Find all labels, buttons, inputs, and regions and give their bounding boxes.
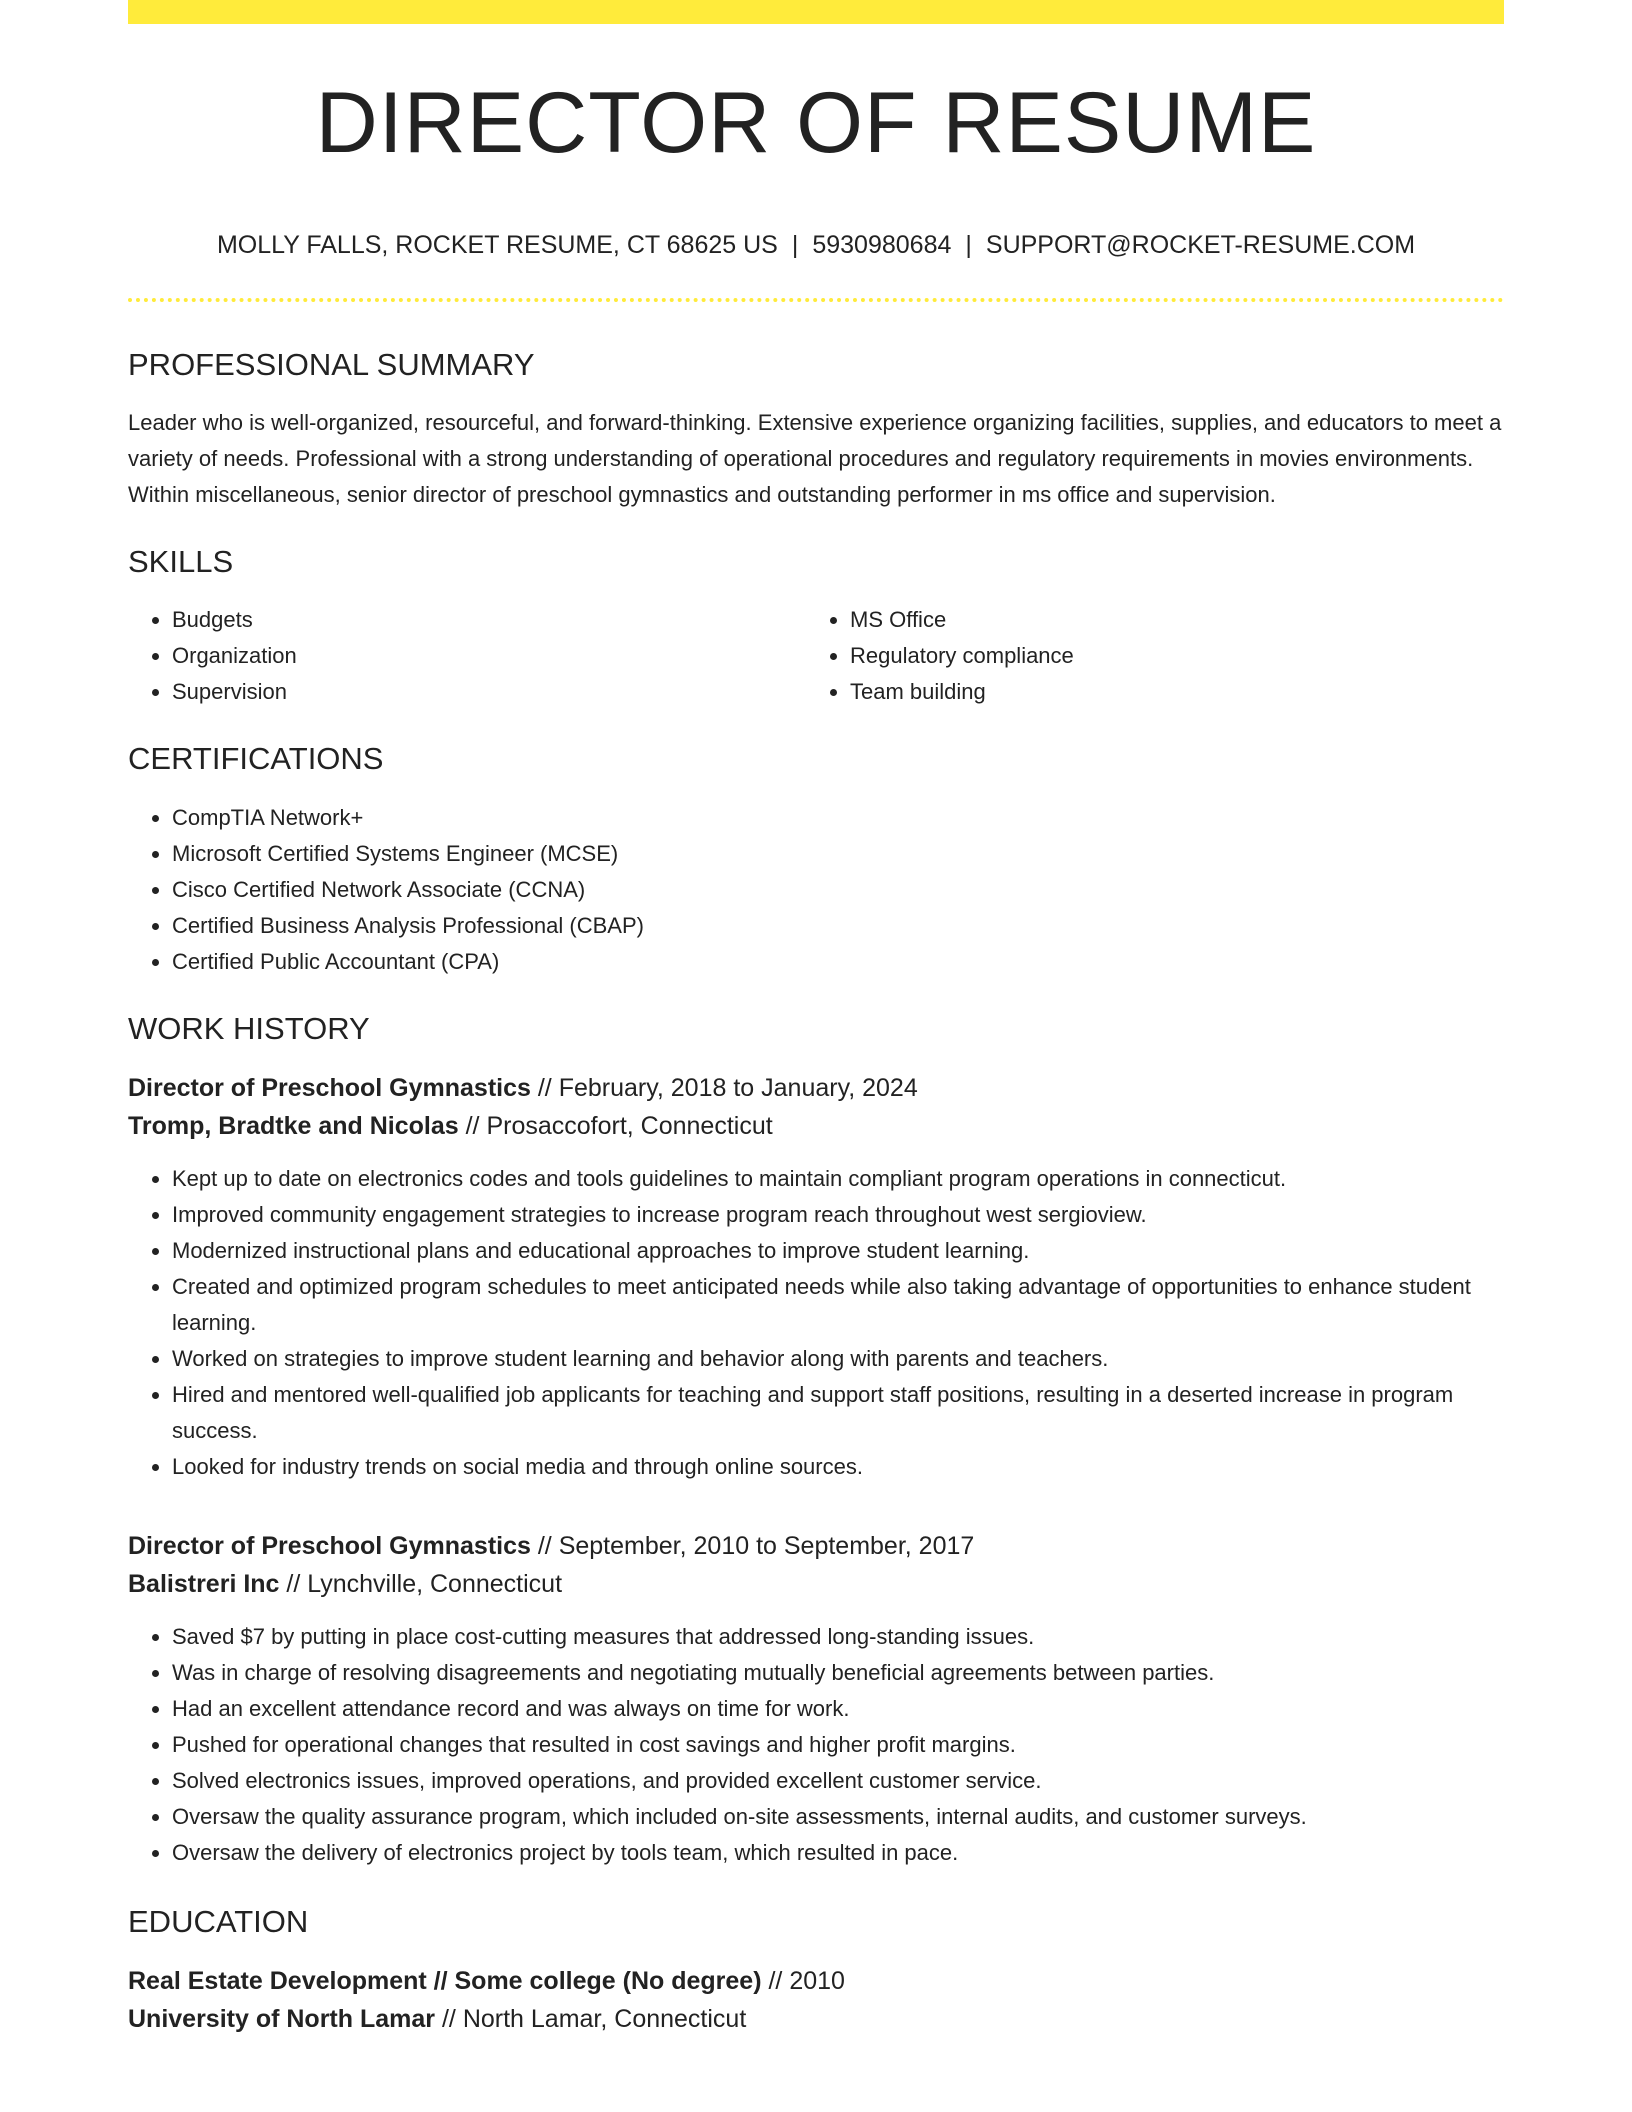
certification-item: • Cisco Certified Network Associate (CCNA) <box>172 872 1504 908</box>
certifications-section <box>128 740 1504 979</box>
skills-grid <box>128 602 1504 710</box>
contact-email: SUPPORT@ROCKET-RESUME.COM <box>985 231 1416 259</box>
job-bullet: • Was in charge of resolving disagreements and negotiating mutually beneficial agreements between parties. <box>172 1655 1504 1691</box>
skill-item: • MS Office <box>850 602 1484 638</box>
job-separator: // <box>279 1569 308 1598</box>
certification-item: • Microsoft Certified Systems Engineer (MCSE) <box>172 836 1504 872</box>
skill-item: • Team building <box>850 674 1484 710</box>
skills-list-left <box>172 602 806 710</box>
job-company-line <box>128 1565 1504 1603</box>
job-company: Balistreri Inc <box>128 1569 280 1598</box>
job-dates: September, 2010 to September, 2017 <box>558 1531 975 1560</box>
education-entry <box>128 1962 1504 2038</box>
job-title: Director of Preschool Gymnastics <box>128 1531 531 1560</box>
job-title-line <box>128 1527 1504 1565</box>
job-separator: // <box>530 1073 559 1102</box>
job-entry <box>128 1069 1504 1485</box>
job-location: Lynchville, Connecticut <box>307 1569 563 1598</box>
education-degree-line <box>128 1962 1504 2000</box>
job-dates: February, 2018 to January, 2024 <box>558 1073 918 1102</box>
resume-title: DIRECTOR OF RESUME <box>315 75 1317 171</box>
certifications-list <box>128 800 1504 980</box>
skill-item: • Organization <box>172 638 806 674</box>
job-bullet: • Modernized instructional plans and educational approaches to improve student learning. <box>172 1233 1504 1269</box>
contact-separator: | <box>791 231 799 259</box>
certifications-heading: CERTIFICATIONS <box>128 741 384 777</box>
job-company: Tromp, Bradtke and Nicolas <box>128 1111 459 1140</box>
job-location: Prosaccofort, Connecticut <box>486 1111 773 1140</box>
job-bullet: • Looked for industry trends on social media and through online sources. <box>172 1449 1504 1485</box>
job-bullet: • Improved community engagement strategies to increase program reach throughout west sergioview. <box>172 1197 1504 1233</box>
contact-address: MOLLY FALLS, ROCKET RESUME, CT 68625 US <box>216 231 778 259</box>
skills-heading: SKILLS <box>128 544 234 580</box>
job-bullet: • Had an excellent attendance record and was always on time for work. <box>172 1691 1504 1727</box>
job-company-line <box>128 1107 1504 1145</box>
resume-page <box>128 0 1504 2038</box>
certification-item: • CompTIA Network+ <box>172 800 1504 836</box>
education-section <box>128 1903 1504 2038</box>
job-bullet: • Hired and mentored well-qualified job applicants for teaching and support staff positions, resulting in a deserted increase in program success. <box>172 1377 1504 1449</box>
work-history-section <box>128 1010 1504 1871</box>
job-bullet: • Created and optimized program schedules to meet anticipated needs while also taking advantage of opportunities to enhance student learning. <box>172 1269 1504 1341</box>
job-title-line <box>128 1069 1504 1107</box>
skills-section <box>128 543 1504 710</box>
skills-column-right <box>806 602 1484 710</box>
job-bullet-list <box>128 1619 1504 1871</box>
education-heading: EDUCATION <box>128 1903 309 1939</box>
education-separator: // <box>761 1966 790 1995</box>
education-degree: Real Estate Development // Some college (No degree) <box>128 1966 762 1995</box>
education-year: 2010 <box>789 1966 845 1995</box>
certification-item: • Certified Public Accountant (CPA) <box>172 944 1504 980</box>
skills-column-left <box>128 602 806 710</box>
job-bullet: • Worked on strategies to improve student learning and behavior along with parents and teachers. <box>172 1341 1504 1377</box>
contact-separator: | <box>965 231 972 259</box>
summary-heading: PROFESSIONAL SUMMARY <box>128 347 535 382</box>
job-separator: // <box>530 1531 559 1560</box>
skill-item: • Supervision <box>172 674 806 710</box>
contact-line <box>128 230 1504 260</box>
job-bullet: • Oversaw the delivery of electronics project by tools team, which resulted in pace. <box>172 1835 1504 1871</box>
job-bullet: • Saved $7 by putting in place cost-cutting measures that addressed long-standing issues. <box>172 1619 1504 1655</box>
skill-item: • Regulatory compliance <box>850 638 1484 674</box>
skills-list-right <box>850 602 1484 710</box>
job-bullet: • Pushed for operational changes that resulted in cost savings and higher profit margins. <box>172 1727 1504 1763</box>
job-title: Director of Preschool Gymnastics <box>128 1073 531 1102</box>
education-school-line <box>128 2000 1504 2038</box>
job-separator: // <box>458 1111 487 1140</box>
contact-phone: 5930980684 <box>812 231 952 259</box>
job-bullet-list <box>128 1161 1504 1485</box>
certification-item: • Certified Business Analysis Professional (CBAP) <box>172 908 1504 944</box>
education-separator: // <box>435 2004 463 2033</box>
summary-text: Leader who is well-organized, resourceful, and forward-thinking. Extensive experience organizing facilities, supplies, and educators to meet a variety of needs. Professional with a strong understanding of operational procedures and regulatory requirements in movies environments. Within miscellaneous, senior director of preschool gymnastics and outstanding performer in ms office and supervision. <box>128 410 1502 508</box>
job-entry <box>128 1527 1504 1871</box>
header-divider <box>128 298 1504 302</box>
work-history-heading: WORK HISTORY <box>128 1010 370 1046</box>
education-school: University of North Lamar <box>128 2004 436 2033</box>
job-bullet: • Oversaw the quality assurance program, which included on-site assessments, internal audits, and customer surveys. <box>172 1799 1504 1835</box>
summary-section <box>128 346 1504 513</box>
education-location: North Lamar, Connecticut <box>462 2004 747 2033</box>
job-bullet: • Kept up to date on electronics codes and tools guidelines to maintain compliant program operations in connecticut. <box>172 1161 1504 1197</box>
skill-item: • Budgets <box>172 602 806 638</box>
accent-top-bar <box>128 0 1504 24</box>
job-bullet: • Solved electronics issues, improved operations, and provided excellent customer service. <box>172 1763 1504 1799</box>
